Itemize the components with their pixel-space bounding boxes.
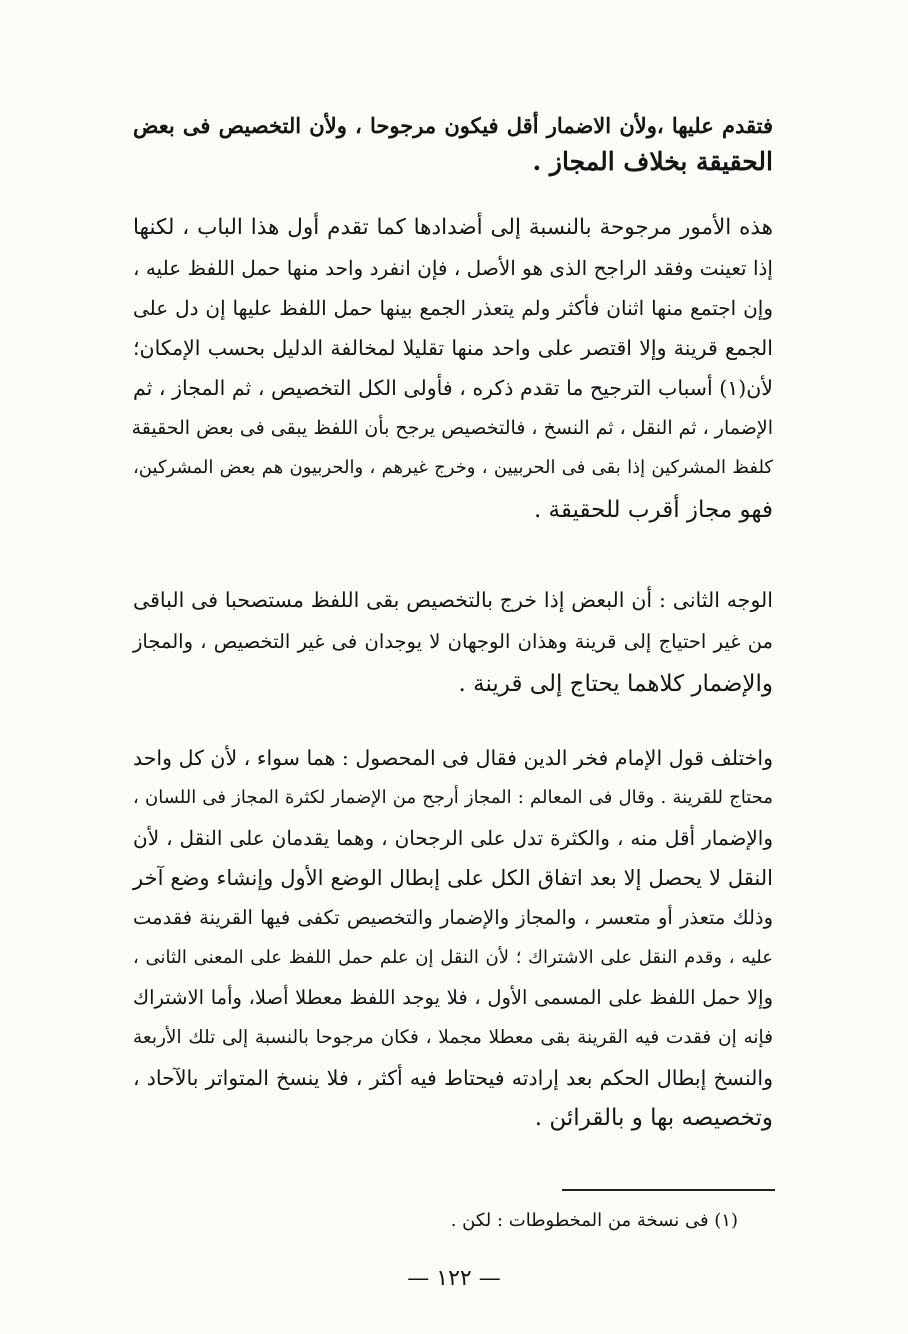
text-line: وإن اجتمع منها اثنان فأكثر ولم يتعذر الجمع بينها حمل اللفظ عليها إن دل على [133, 296, 773, 320]
text-line: كلفظ المشركين إذا بقى فى الحربيين ، وخرج غيرهم ، والحربيون هم بعض المشركين، [133, 457, 773, 478]
text-line: فتقدم عليها ،ولأن الاضمار أقل فيكون مرجوحا ، ولأن التخصيص فى بعض [133, 113, 773, 138]
text-line: فإنه إن فقدت فيه القرينة بقى معطلا مجملا ، فكان مرجوحا بالنسبة إلى تلك الأربعة [133, 1027, 773, 1048]
text-line: والإضمار كلاهما يحتاج إلى قرينة . [458, 671, 773, 697]
footnote: (١) فى نسخة من المخطوطات : لكن . [450, 1210, 738, 1231]
text-line: هذه الأمور مرجوحة بالنسبة إلى أضدادها كما تقدم أول هذا الباب ، لكنها [133, 215, 773, 240]
text-line: محتاج للقرينة . وقال فى المعالم : المجاز أرجح من الإضمار لكثرة المجاز فى اللسان ، [133, 787, 773, 808]
text-line: واختلف قول الإمام فخر الدين فقال فى المحصول : هما سواء ، لأن كل واحد [133, 746, 773, 770]
text-line: وذلك متعذر أو متعسر ، والمجاز والإضمار والتخصيص تكفى فيها القرينة فقدمت [133, 906, 773, 929]
text-line: وإلا حمل اللفظ على المسمى الأول ، فلا يوجد اللفظ معطلا أصلا، وأما الاشتراك [133, 986, 773, 1009]
text-line: الجمع قرينة وإلا اقتصر على واحد منها تقليلا لمخالفة الدليل بحسب الإمكان؛ [133, 336, 773, 360]
text-line: إذا تعينت وفقد الراجح الذى هو الأصل ، فإن انفرد واحد منها حمل اللفظ عليه ، [133, 256, 773, 280]
text-line: وتخصيصه بها و بالقرائن . [534, 1105, 773, 1131]
text-line: عليه ، وقدم النقل على الاشتراك ؛ لأن النقل إن علم حمل اللفظ على المعنى الثانى ، [133, 947, 773, 968]
text-line: والنسخ إبطال الحكم بعد إرادته فيحتاط فيه أكثر ، فلا ينسخ المتواتر بالآحاد ، [133, 1066, 773, 1090]
text-line: من غير احتياج إلى قرينة وهذان الوجهان لا يوجدان فى غير التخصيص ، والمجاز [133, 630, 773, 653]
page-number: — ١٢٢ — [407, 1266, 501, 1291]
text-line: الوجه الثانى : أن البعض إذا خرج بالتخصيص بقى اللفظ مستصحبا فى الباقى [133, 588, 773, 612]
text-line: والإضمار أقل منه ، والكثرة تدل على الرجحان ، وهما يقدمان على النقل ، لأن [133, 826, 773, 850]
text-line: الحقيقة بخلاف المجاز . [532, 147, 773, 176]
text-line: فهو مجاز أقرب للحقيقة . [533, 497, 773, 523]
text-line: لأن(١) أسباب الترجيح ما تقدم ذكره ، فأولى الكل التخصيص ، ثم المجاز ، ثم [133, 376, 773, 400]
footnote-divider [562, 1189, 775, 1191]
text-line: النقل لا يحصل إلا بعد اتفاق الكل على إبطال الوضع الأول وإنشاء وضع آخر [133, 866, 773, 890]
text-line: الإضمار ، ثم النقل ، ثم النسخ ، فالتخصيص يرجح بأن اللفظ يبقى فى بعض الحقيقة [131, 417, 773, 439]
